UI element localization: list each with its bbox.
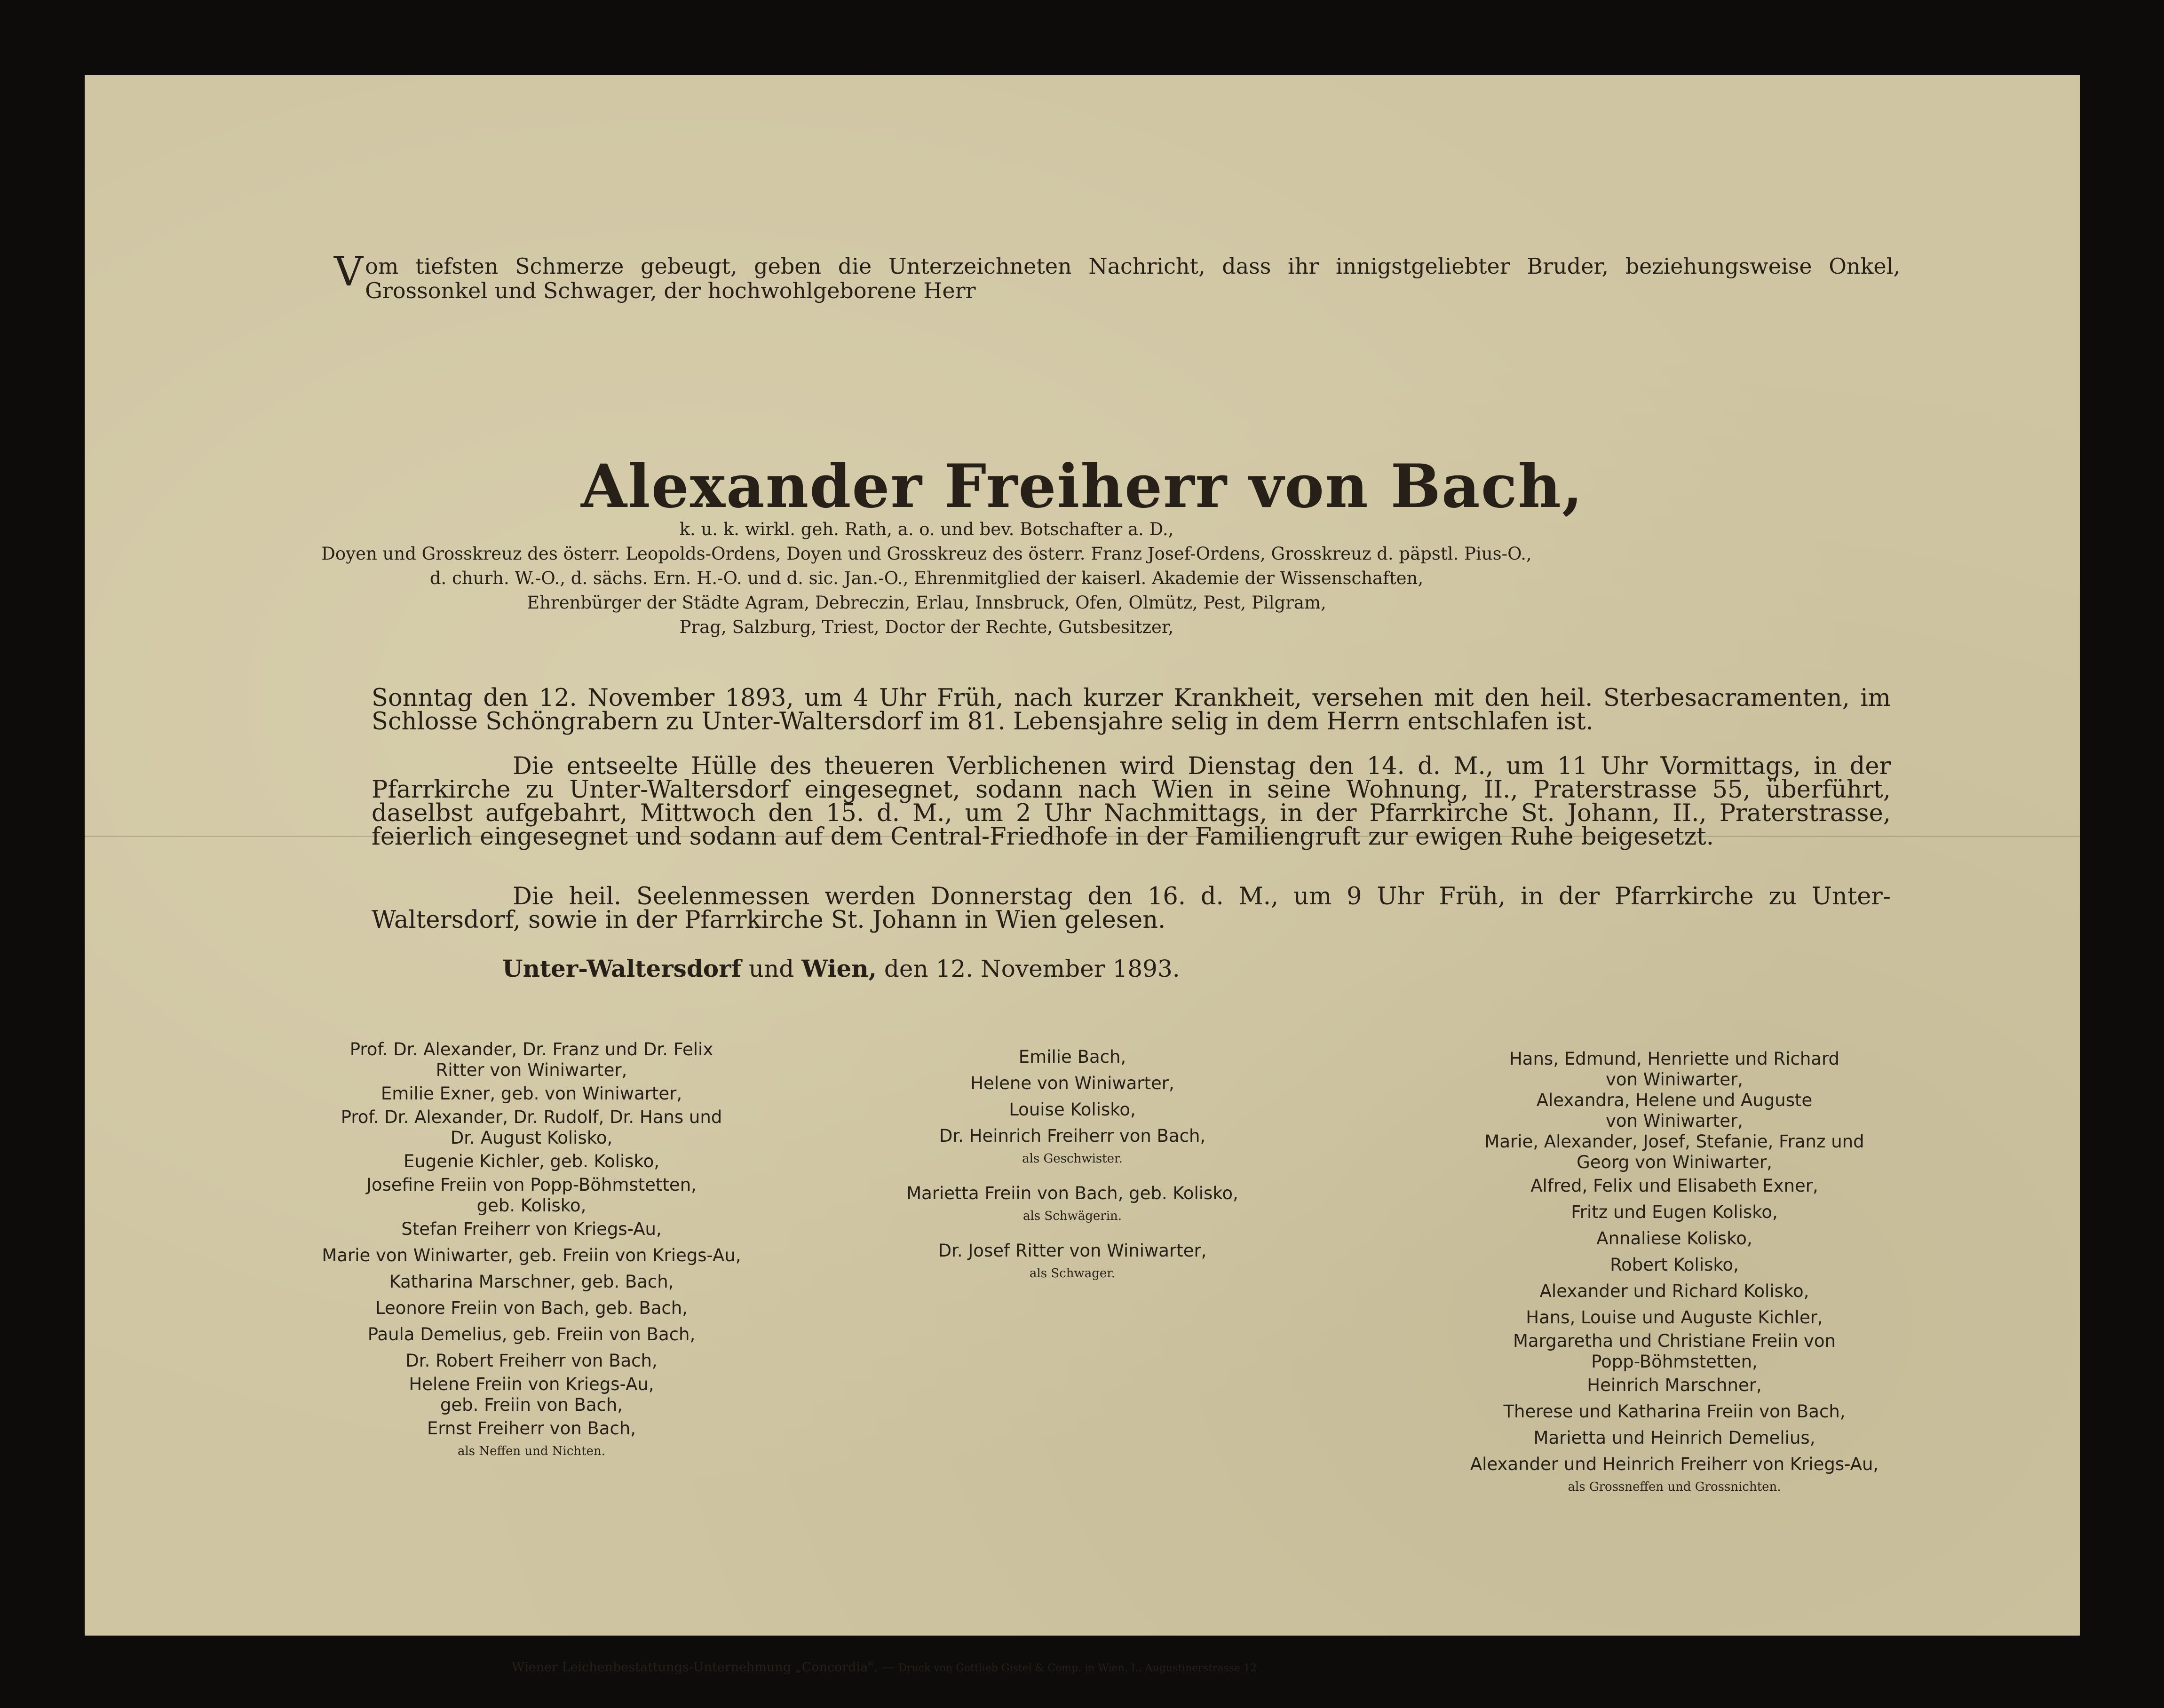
mourner-line: Dr. Robert Freiherr von Bach, <box>405 1351 658 1371</box>
mourner-line: Alexander und Heinrich Freiherr von Kriegs-Au, <box>1470 1454 1879 1474</box>
mourner-line: Marietta und Heinrich Demelius, <box>1533 1428 1815 1448</box>
mourner-line: Prof. Dr. Alexander, Dr. Rudolf, Dr. Hans und <box>341 1107 722 1127</box>
dateline-date: den 12. November 1893. <box>877 955 1180 982</box>
mourner-line: Louise Kolisko, <box>1009 1099 1136 1120</box>
mourner-line: geb. Kolisko, <box>476 1195 587 1216</box>
title-line: Ehrenbürger der Städte Agram, Debreczin, Erlau, Innsbruck, Ofen, Olmütz, Pest, Pilgram, <box>527 593 1326 613</box>
mourner-line: Marie von Winiwarter, geb. Freiin von Kriegs-Au, <box>322 1245 741 1265</box>
mourners-column-nephews <box>320 1039 743 1473</box>
masses-paragraph: Die heil. Seelenmessen werden Donnerstag den 16. d. M., um 9 Uhr Früh, in der Pfarrkirche zu Unter-Waltersdorf, sowie in der Pfarrkirche St. Johann in Wien gelesen. <box>372 883 1891 934</box>
mourner-line: von Winiwarter, <box>1606 1069 1743 1090</box>
mourner-line: Hans, Edmund, Henriette und Richard <box>1509 1049 1840 1069</box>
undertaker-line: Wiener Leichenbestattungs-Unternehmung „Concordia". — <box>511 1660 895 1675</box>
printer-imprint <box>85 1660 1684 1675</box>
mourner-line: Stefan Freiherr von Kriegs-Au, <box>401 1219 662 1239</box>
relation-note: als Schwägerin. <box>1023 1209 1122 1223</box>
mourner-line: Popp-Böhmstetten, <box>1591 1352 1758 1372</box>
mourner-line: Paula Demelius, geb. Freiin von Bach, <box>367 1324 696 1344</box>
place-unter-waltersdorf: Unter-Waltersdorf <box>502 955 741 982</box>
mourner-line: Marietta Freiin von Bach, geb. Kolisko, <box>906 1183 1238 1203</box>
mourner-line: Heinrich Marschner, <box>1587 1375 1762 1395</box>
mourner-line: Ernst Freiherr von Bach, <box>427 1418 636 1439</box>
title-line: Doyen und Grosskreuz des österr. Leopolds-Ordens, Doyen und Grosskreuz des österr. Franz Josef-Ordens, Grosskreuz d. päpstl. Pius-O., <box>321 544 1532 564</box>
mourner-line: Helene Freiin von Kriegs-Au, <box>409 1374 654 1394</box>
title-line: k. u. k. wirkl. geh. Rath, a. o. und bev. Botschafter a. D., <box>679 519 1174 539</box>
funeral-paragraph: Die entseelte Hülle des theueren Verblichenen wird Dienstag den 14. d. M., um 11 Uhr Vormittags, in der Pfarrkirche zu Unter-Waltersdorf eingesegnet, sodann nach Wien in seine Wohnung, II., Praterstrasse 55, überführt, daselbst aufgebahrt, Mittwoch den 15. d. M., um 2 Uhr Nachmittags, in der Pfarrkirche St. Johann, II., Praterstrasse, feierlich eingesegnet und sodann auf dem Central-Friedhofe in der Familiengruft zur ewigen Ruhe beigesetzt. <box>372 752 1891 851</box>
mourner-line: Dr. Josef Ritter von Winiwarter, <box>938 1241 1207 1261</box>
mourner-line: Robert Kolisko, <box>1610 1255 1739 1275</box>
relation-note: als Grossneffen und Grossnichten. <box>1568 1480 1781 1494</box>
mourner-line: Leonore Freiin von Bach, geb. Bach, <box>375 1298 688 1318</box>
mourner-line: Annaliese Kolisko, <box>1596 1228 1752 1249</box>
mourner-line: Alexander und Richard Kolisko, <box>1539 1281 1809 1301</box>
mourner-line: Emilie Bach, <box>1018 1047 1126 1067</box>
title-line: Prag, Salzburg, Triest, Doctor der Rechte, Gutsbesitzer, <box>679 617 1174 637</box>
mourner-line: Dr. August Kolisko, <box>450 1128 613 1148</box>
death-notice-sheet <box>85 75 2080 1675</box>
intro-paragraph <box>334 248 1900 303</box>
death-paragraph: Sonntag den 12. November 1893, um 4 Uhr Früh, nach kurzer Krankheit, versehen mit den heil. Sterbesacramenten, im Schlosse Schöngrabern zu Unter-Waltersdorf im 81. Lebensjahre selig in dem Herrn entschlafen ist. <box>372 684 1891 735</box>
title-line: d. churh. W.-O., d. sächs. Ern. H.-O. und d. sic. Jan.-O., Ehrenmitglied der kaiserl. Akademie der Wissenschaften, <box>429 568 1424 588</box>
mourner-line: Emilie Exner, geb. von Winiwarter, <box>380 1083 682 1104</box>
mourner-line: Ritter von Winiwarter, <box>436 1060 627 1080</box>
relation-note: als Schwager. <box>1029 1266 1116 1281</box>
mourner-line: Josefine Freiin von Popp-Böhmstetten, <box>366 1175 697 1195</box>
mourner-line: Fritz und Eugen Kolisko, <box>1571 1202 1778 1222</box>
relation-note: als Neffen und Nichten. <box>457 1444 606 1458</box>
mourner-line: geb. Freiin von Bach, <box>440 1395 623 1415</box>
mourner-line: von Winiwarter, <box>1606 1111 1743 1131</box>
mourner-line: Hans, Louise und Auguste Kichler, <box>1526 1307 1823 1328</box>
relation-note: als Geschwister. <box>1022 1152 1123 1166</box>
drop-cap: V <box>334 248 364 295</box>
place-wien: Wien, <box>801 955 877 982</box>
mourner-line: Marie, Alexander, Josef, Stefanie, Franz und <box>1484 1131 1864 1152</box>
printer-line: Druck von Gottlieb Gistel & Comp. in Wien, I., Augustinerstrasse 12 <box>898 1662 1257 1674</box>
deceased-name: Alexander Freiherr von Bach, <box>581 451 1584 521</box>
mourner-line: Georg von Winiwarter, <box>1577 1152 1772 1172</box>
mourner-line: Therese und Katharina Freiin von Bach, <box>1503 1401 1846 1422</box>
mourner-line: Katharina Marschner, geb. Bach, <box>389 1272 674 1292</box>
deceased-titles <box>85 517 1768 640</box>
mourners-column-siblings <box>884 1044 1260 1295</box>
mourner-line: Dr. Heinrich Freiherr von Bach, <box>939 1126 1206 1146</box>
mourner-line: Prof. Dr. Alexander, Dr. Franz und Dr. Felix <box>349 1039 713 1060</box>
mourner-line: Alfred, Felix und Elisabeth Exner, <box>1530 1176 1818 1196</box>
mourner-line: Margaretha und Christiane Freiin von <box>1513 1331 1836 1351</box>
mourner-line: Alexandra, Helene und Auguste <box>1536 1090 1813 1110</box>
mourners-column-grandnephews <box>1392 1049 1957 1509</box>
place-date-line <box>502 955 1180 982</box>
mourner-line: Helene von Winiwarter, <box>970 1073 1174 1093</box>
intro-text: om tiefsten Schmerze gebeugt, geben die Unterzeichneten Nachricht, dass ihr innigstgeliebter Bruder, beziehungsweise Onkel, Grossonkel und Schwager, der hochwohlgeborene Herr <box>365 253 1900 303</box>
mourner-line: Eugenie Kichler, geb. Kolisko, <box>403 1151 660 1171</box>
dateline-conjunction: und <box>741 955 802 982</box>
